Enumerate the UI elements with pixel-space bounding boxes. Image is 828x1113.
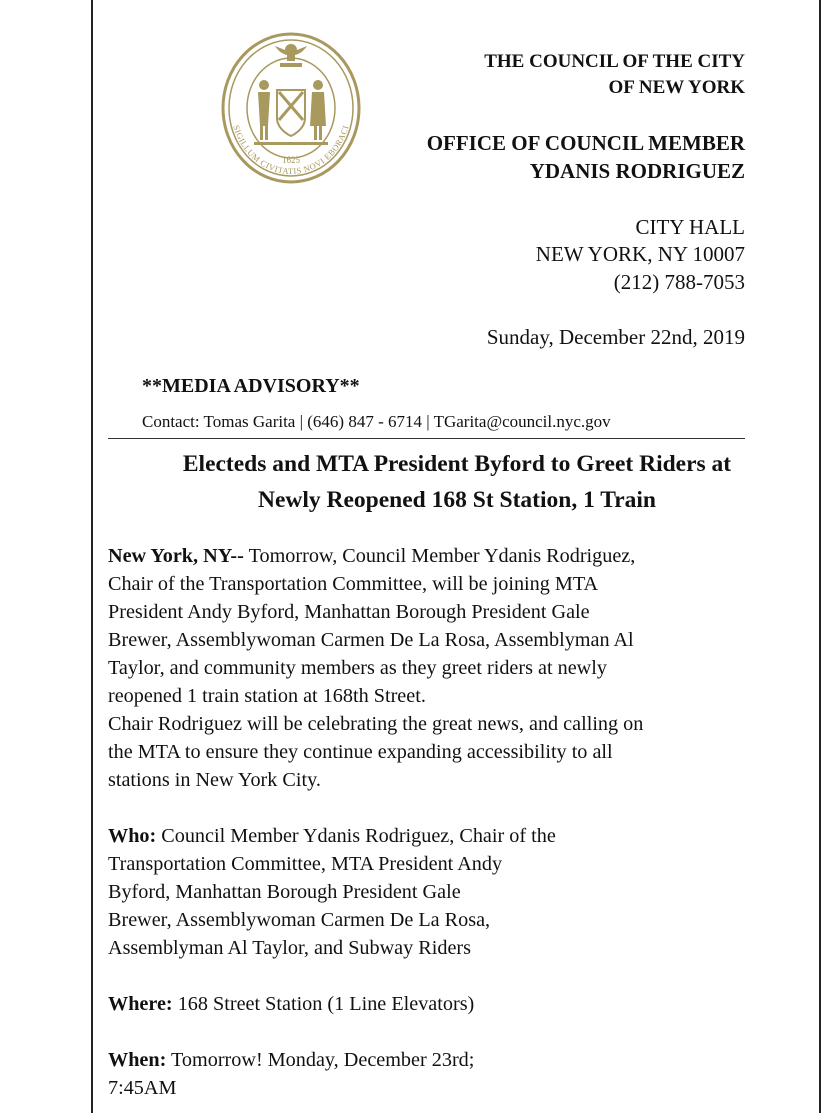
when-line-1: Tomorrow! Monday, December 23rd; xyxy=(166,1049,475,1071)
intro-line-2: Chair of the Transportation Committee, will be joining MTA xyxy=(108,573,599,595)
seal-year: 1625 xyxy=(282,155,300,165)
headline xyxy=(100,446,814,518)
office-line1: OFFICE OF COUNCIL MEMBER xyxy=(426,131,745,155)
second-line-1: Chair Rodriguez will be celebrating the great news, and calling on xyxy=(108,713,644,735)
who-section xyxy=(108,822,768,962)
who-line-3: Byford, Manhattan Borough President Gale xyxy=(108,881,461,903)
address-line1: CITY HALL xyxy=(635,215,745,239)
second-paragraph xyxy=(108,710,768,794)
media-advisory-label: **MEDIA ADVISORY** xyxy=(142,375,360,397)
headline-line1: Electeds and MTA President Byford to Greet Riders at xyxy=(182,451,732,477)
intro-line-3: President Andy Byford, Manhattan Borough President Gale xyxy=(108,601,590,623)
who-line-5: Assemblyman Al Taylor, and Subway Riders xyxy=(108,937,471,959)
intro-line-1: Tomorrow, Council Member Ydanis Rodriguez, xyxy=(243,545,636,567)
who-label: Who: xyxy=(108,825,157,847)
council-name-line2: OF NEW YORK xyxy=(608,77,745,98)
when-line-2: 7:45AM xyxy=(108,1077,177,1099)
city-seal-icon xyxy=(220,30,362,185)
second-line-2: the MTA to ensure they continue expanding accessibility to all xyxy=(108,741,613,763)
where-value: 168 Street Station (1 Line Elevators) xyxy=(172,993,475,1015)
intro-line-4: Brewer, Assemblywoman Carmen De La Rosa, Assemblyman Al xyxy=(108,629,634,651)
who-line-1: Council Member Ydanis Rodriguez, Chair of the xyxy=(156,825,556,847)
divider xyxy=(108,438,745,439)
headline-line2: Newly Reopened 168 St Station, 1 Train xyxy=(258,487,656,513)
address-line2: NEW YORK, NY 10007 xyxy=(535,242,745,266)
release-date: Sunday, December 22nd, 2019 xyxy=(486,325,745,349)
contact-line: Contact: Tomas Garita | (646) 847 - 6714 | TGarita@council.nyc.gov xyxy=(142,412,611,431)
office-line2: YDANIS RODRIGUEZ xyxy=(529,159,745,183)
intro-line-5: Taylor, and community members as they greet riders at newly xyxy=(108,657,607,679)
where-section xyxy=(108,990,768,1018)
where-label: Where: xyxy=(108,993,173,1015)
intro-paragraph xyxy=(108,542,768,710)
who-line-2: Transportation Committee, MTA President Andy xyxy=(108,853,503,875)
who-line-4: Brewer, Assemblywoman Carmen De La Rosa, xyxy=(108,909,491,931)
dateline: New York, NY-- xyxy=(108,545,244,567)
page-border-right xyxy=(819,0,821,1113)
when-label: When: xyxy=(108,1049,167,1071)
when-section xyxy=(108,1046,768,1102)
seal-motto: SIGILLUM CIVITATIS NOVI EBORACI xyxy=(231,123,351,177)
phone-number: (212) 788-7053 xyxy=(613,270,745,294)
second-line-3: stations in New York City. xyxy=(108,769,321,791)
intro-line-6: reopened 1 train station at 168th Street. xyxy=(108,685,426,707)
council-name-line1: THE COUNCIL OF THE CITY xyxy=(484,51,745,72)
page-border-left xyxy=(91,0,93,1113)
